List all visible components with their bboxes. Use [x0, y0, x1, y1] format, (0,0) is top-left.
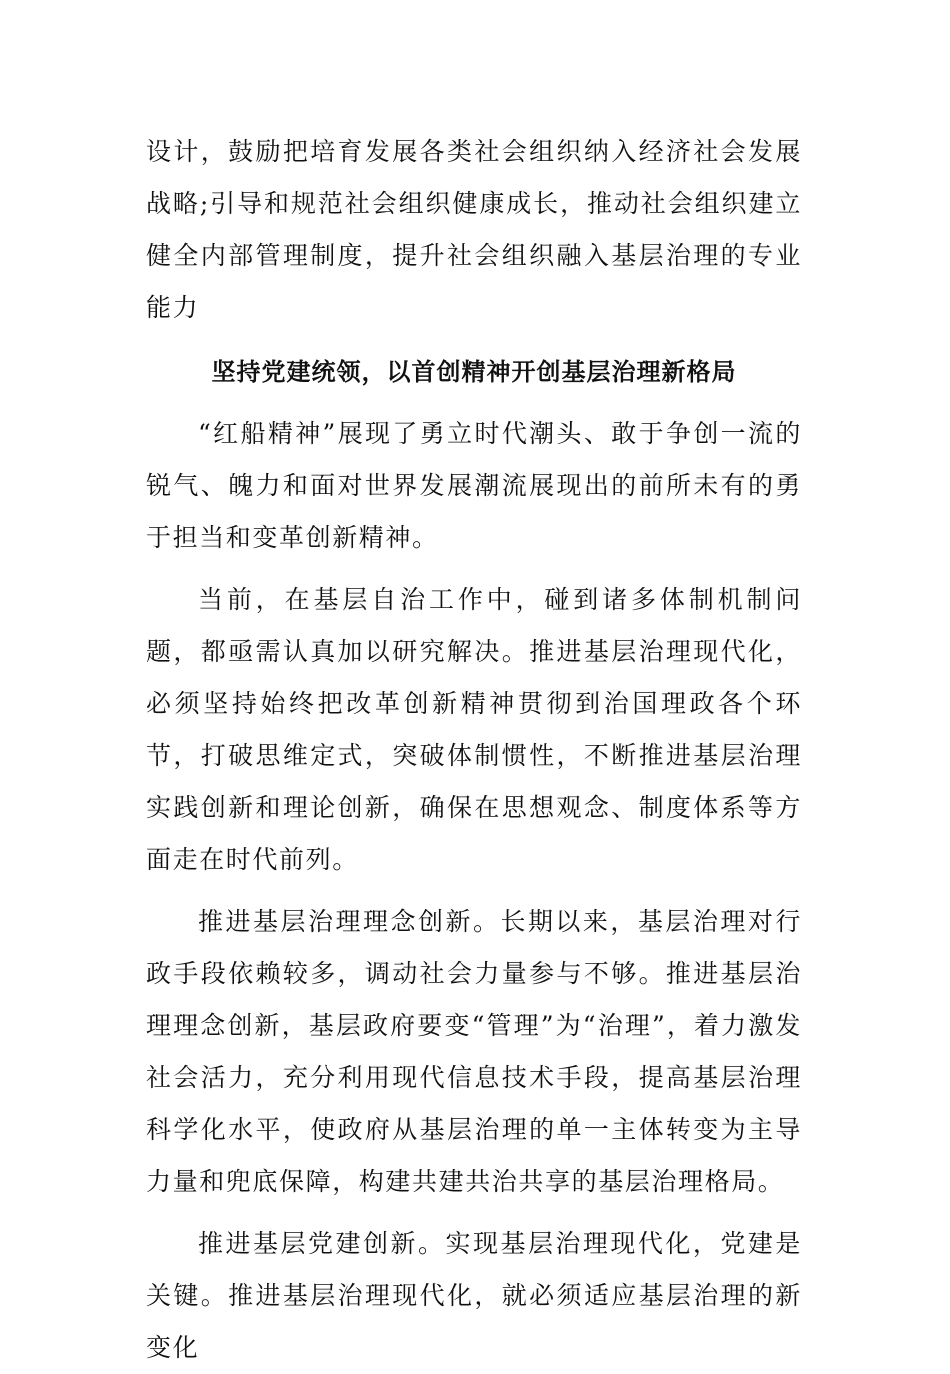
- document-body: [146, 126, 802, 1374]
- section-heading: 坚持党建统领，以首创精神开创基层治理新格局: [211, 358, 737, 386]
- paragraph-party-building: 推进基层党建创新。实现基层治理现代化，党建是关键。推进基层治理现代化，就必须适应基层治理的新变化: [146, 1229, 802, 1362]
- paragraph-continued: 设计，鼓励把培育发展各类社会组织纳入经济社会发展战略;引导和规范社会组织健康成长，推动社会组织建立健全内部管理制度，提升社会组织融入基层治理的专业能力: [146, 137, 802, 322]
- paragraph-concept-innovation: 推进基层治理理念创新。长期以来，基层治理对行政手段依赖较多，调动社会力量参与不够。推进基层治理理念创新，基层政府要变“管理”为“治理”，着力激发社会活力，充分利用现代信息技术手段，提高基层治理科学化水平，使政府从基层治理的单一主体转变为主导力量和兜底保障，构建共建共治共享的基层治理格局。: [146, 907, 802, 1196]
- paragraph-red-boat-spirit: “红船精神”展现了勇立时代潮头、敢于争创一流的锐气、魄力和面对世界发展潮流展现出的前所未有的勇于担当和变革创新精神。: [146, 419, 802, 552]
- paragraph-current-issues: 当前，在基层自治工作中，碰到诸多体制机制问题，都亟需认真加以研究解决。推进基层治理现代化，必须坚持始终把改革创新精神贯彻到治国理政各个环节，打破思维定式，突破体制惯性，不断推进基层治理实践创新和理论创新，确保在思想观念、制度体系等方面走在时代前列。: [146, 585, 802, 874]
